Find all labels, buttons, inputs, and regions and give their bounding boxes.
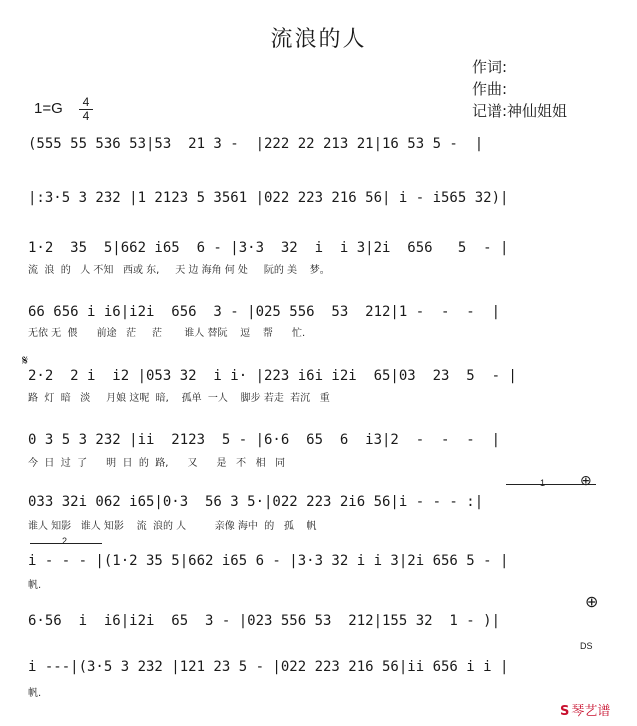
notation-row-1: (555 55 536 53|53 21 3 - |222 22 213 21|16 53 5 - | (28, 136, 484, 152)
key-signature: 1=G (34, 100, 63, 117)
notation-row-6: 0 3 5 3 232 |ii 2123 5 - |6·6 65 6 i3|2 - - - | (28, 432, 501, 448)
time-signature-top: 4 (79, 96, 93, 110)
logo-text: 琴艺谱 (571, 704, 611, 719)
notation-row-4: 66 656 i i6|i2i 656 3 - |025 556 53 212|1 - - - | (28, 304, 501, 320)
notation-row-7: 033 32i 062 i65|0·3 56 3 5·|022 223 2i6 56|i - - - :| (28, 494, 484, 510)
notation-row-3: 1·2 35 5|662 i65 6 - |3·3 32 i i 3|2i 656 5 - | (28, 240, 509, 256)
segno-mark: 𝄋 (22, 352, 29, 368)
site-logo (560, 700, 610, 719)
time-signature-bottom: 4 (82, 109, 90, 123)
coda-mark-top: ⊕ (580, 472, 592, 488)
lyric-line-2: 无依 无 偎 前途 茫 茫 谁人 替阮 逗 帮 忙. (28, 328, 306, 339)
volta-1-label: 1 (540, 478, 546, 488)
song-title: 流浪的人 (270, 27, 367, 52)
lyric-line-7: 帆. (28, 688, 42, 699)
credits-block (472, 56, 567, 122)
transcriber-label: 记谱:神仙姐姐 (472, 102, 568, 120)
notation-row-10: i ---|(3·5 3 232 |121 23 5 - |022 223 216 56|ii 656 i i | (28, 659, 509, 675)
volta-2-label: 2 (62, 536, 68, 546)
lyric-line-1: 流 浪 的 人 不知 西或 东, 天 边 海角 何 处 阮的 美 梦。 (28, 265, 330, 276)
lyric-line-3: 路 灯 暗 淡 月娘 这呢 暗, 孤单 一人 脚步 若走 若沉 重 (28, 393, 330, 404)
volta-2-bracket (30, 543, 102, 544)
notation-row-5: 2·2 2 i i2 |053 32 i i· |223 i6i i2i 65|03 23 5 - | (28, 368, 517, 384)
notation-row-9: 6·56 i i6|i2i 65 3 - |023 556 53 212|155 32 1 - )| (28, 613, 501, 629)
logo-icon: S (560, 704, 570, 719)
volta-1-bracket (506, 484, 596, 485)
composer-label: 作曲: (472, 80, 508, 98)
lyric-line-5: 谁人 知影 谁人 知影 流 浪的 人 亲像 海中 的 孤 帆 (28, 521, 317, 532)
coda-mark-bottom: ⊕ (585, 594, 599, 611)
lyric-line-6: 帆. (28, 580, 42, 591)
time-signature (79, 96, 93, 123)
ds-mark: DS (580, 641, 593, 651)
notation-row-8: i - - - |(1·2 35 5|662 i65 6 - |3·3 32 i i 3|2i 656 5 - | (28, 553, 509, 569)
notation-row-2: |:3·5 3 232 |1 2123 5 3561 |022 223 216 56| i - i565 32)| (28, 190, 509, 206)
lyric-line-4: 今 日 过 了 明 日 的 路, 又 是 不 相 同 (28, 458, 286, 469)
lyricist-label: 作词: (472, 58, 508, 76)
